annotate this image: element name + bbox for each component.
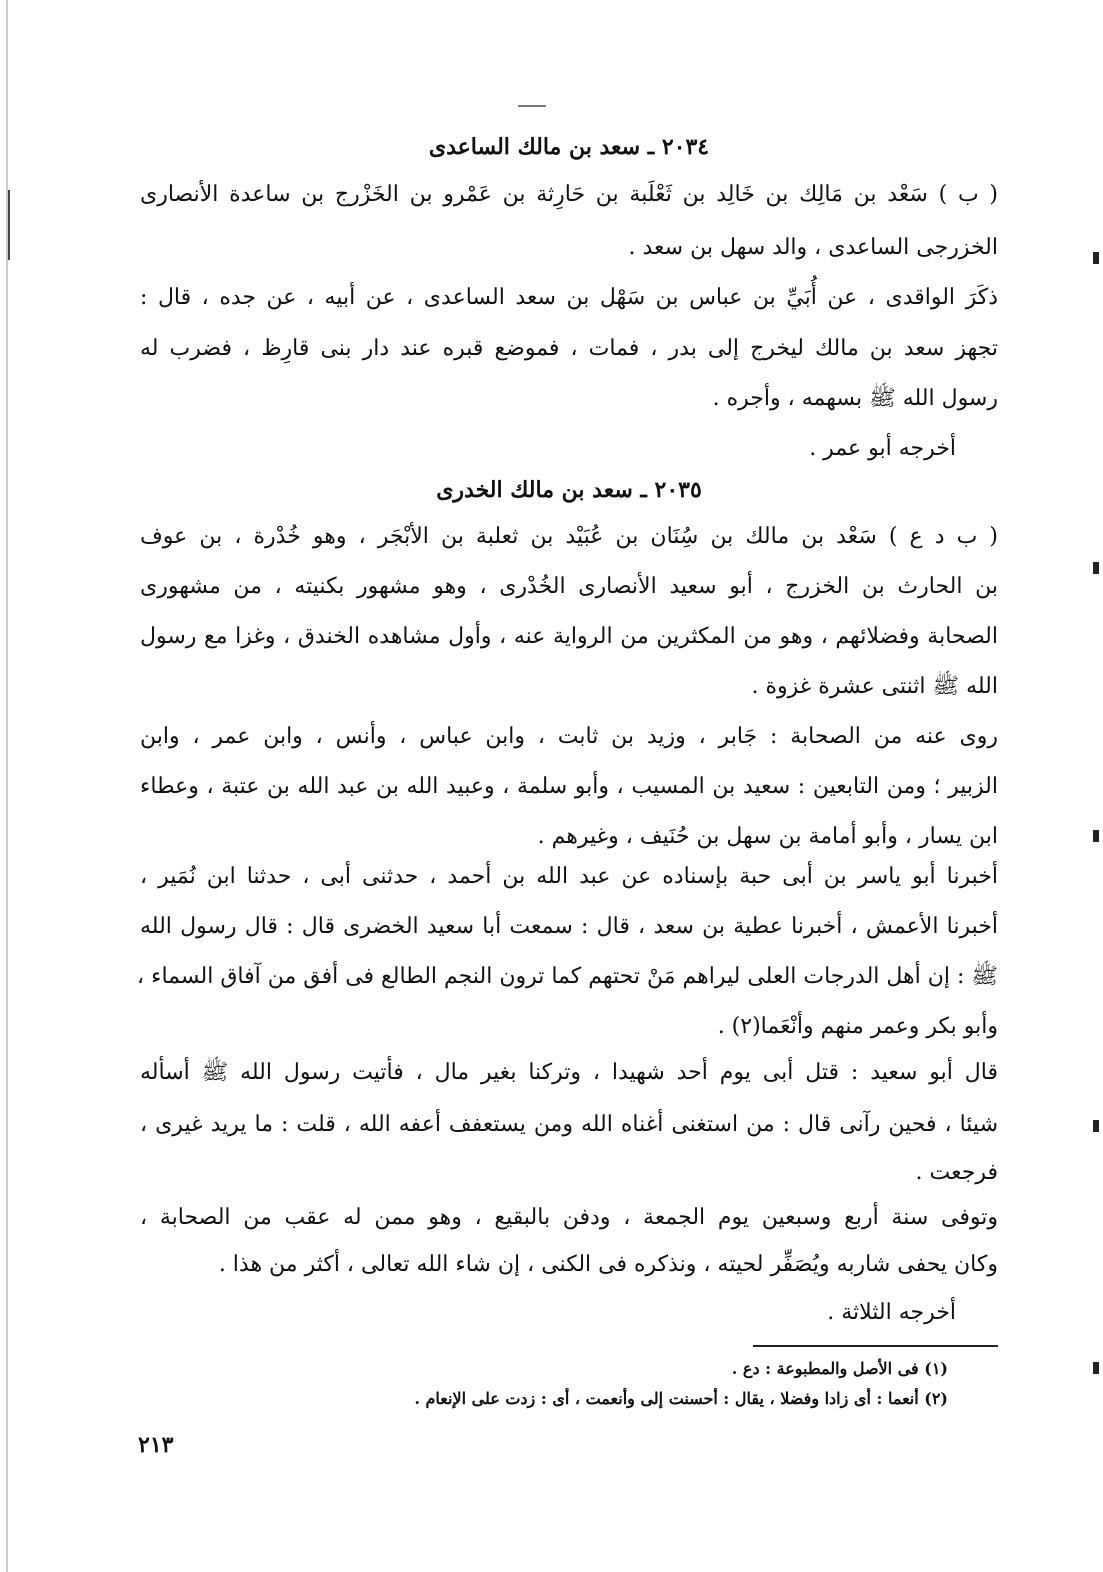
margin-tick xyxy=(1093,1362,1099,1374)
text-line: بن الحارث بن الخزرج ، أبو سعيد الأنصارى الخُدْرى ، وهو مشهور بكنيته ، من مشهورى xyxy=(140,574,998,599)
text-line: أخبرنا الأعمش ، أخبرنا عطية بن سعد ، قال : سمعت أبا سعيد الخضرى قال : قال رسول الله xyxy=(140,914,998,939)
text-line: فرجعت . xyxy=(915,1160,998,1185)
text-line: الله ﷺ اثنتى عشرة غزوة . xyxy=(751,674,998,699)
text-line: قال أبو سعيد : قتل أبى يوم أحد شهيدا ، وتركنا بغير مال ، فأتيت رسول الله ﷺ أسأله xyxy=(140,1060,998,1085)
margin-tick xyxy=(1093,562,1099,574)
footnote-1: (١) فى الأصل والمطبوعة : دع . xyxy=(731,1359,948,1378)
text-line: أخرجه أبو عمر . xyxy=(809,436,956,461)
text-line: وتوفى سنة أربع وسبعين يوم الجمعة ، ودفن بالبقيع ، وهو ممن له عقب من الصحابة ، xyxy=(140,1205,998,1230)
text-line: رسول الله ﷺ بسهمه ، وأجره . xyxy=(712,386,998,411)
scan-mark xyxy=(8,190,10,260)
text-line: تجهز سعد بن مالك ليخرج إلى بدر ، فمات ، فموضع قبره عند دار بنى قارِظ ، فضرب له xyxy=(140,336,998,361)
text-line: الصحابة وفضلائهم ، وهو من المكثرين من الرواية عنه ، وأول مشاهده الخندق ، وغزا مع رسول xyxy=(140,624,998,649)
text-line: أخبرنا أبو ياسر بن أبى حبة بإسناده عن عبد الله بن أحمد ، حدثنى أبى ، حدثنا ابن نُمَير ، xyxy=(140,864,998,889)
page-number: ٢١٣ xyxy=(138,1432,174,1458)
text-line: وكان يحفى شاربه ويُصَفِّر لحيته ، ونذكره فى الكنى ، إن شاء الله تعالى ، أكثر من هذا . xyxy=(218,1252,998,1277)
footnote-rule xyxy=(753,1345,998,1347)
text-line: روى عنه من الصحابة : جَابر ، وزيد بن ثابت ، وابن عباس ، وأنس ، وابن عمر ، وابن xyxy=(140,724,998,749)
text-line: ( ب ) سَعْد بن مَالِك بن خَالِد بن ثَعْلَبة بن حَارِثة بن عَمْرو بن الخَزْرج بن ساعدة الأنصارى xyxy=(140,182,998,207)
text-line: وأبو بكر وعمر منهم وأنْعَما(٢) . xyxy=(717,1014,998,1039)
top-rule xyxy=(518,105,546,107)
text-line: ذكَرَ الواقدى ، عن أُبَيِّ بن عباس بن سَهْل بن سعد الساعدى ، عن أبيه ، عن جده ، قال : xyxy=(140,285,998,310)
margin-tick xyxy=(1093,252,1099,264)
entry-heading-2035: ٢٠٣٥ ـ سعد بن مالك الخدرى xyxy=(436,477,702,503)
text-line: ﷺ : إن أهل الدرجات العلى ليراهم مَنْ تحتهم كما ترون النجم الطالع فى أفق من آفاق السماء ، xyxy=(137,964,998,989)
text-line: الزبير ؛ ومن التابعين : سعيد بن المسيب ، وأبو سلمة ، وعبيد الله بن عبد الله بن عتبة ، وعطاء xyxy=(140,774,998,799)
text-line: الخزرجى الساعدى ، والد سهل بن سعد . xyxy=(628,235,998,260)
text-line: ابن يسار ، وأبو أمامة بن سهل بن حُنَيف ، وغيرهم . xyxy=(537,824,998,849)
margin-tick xyxy=(1093,1120,1099,1132)
footnote-2: (٢) أنعما : أى زادا وفضلا ، يقال : أحسنت إلى وأنعمت ، أى : زدت على الإنعام . xyxy=(414,1389,948,1408)
text-line: أخرجه الثلاثة . xyxy=(827,1300,956,1325)
margin-tick xyxy=(1093,830,1099,842)
text-line: ( ب د ع ) سَعْد بن مالك بن سُِنَان بن عُبَيْد بن ثعلبة بن الأبْجَر ، وهو خُدْرة ، بن عوف xyxy=(140,524,998,549)
entry-heading-2034: ٢٠٣٤ ـ سعد بن مالك الساعدى xyxy=(428,134,710,160)
text-line: شيئا ، فحين رآنى قال : من استغنى أغناه الله ومن يستعفف أعفه الله ، قلت : ما يريد غيرى ، xyxy=(140,1112,998,1137)
